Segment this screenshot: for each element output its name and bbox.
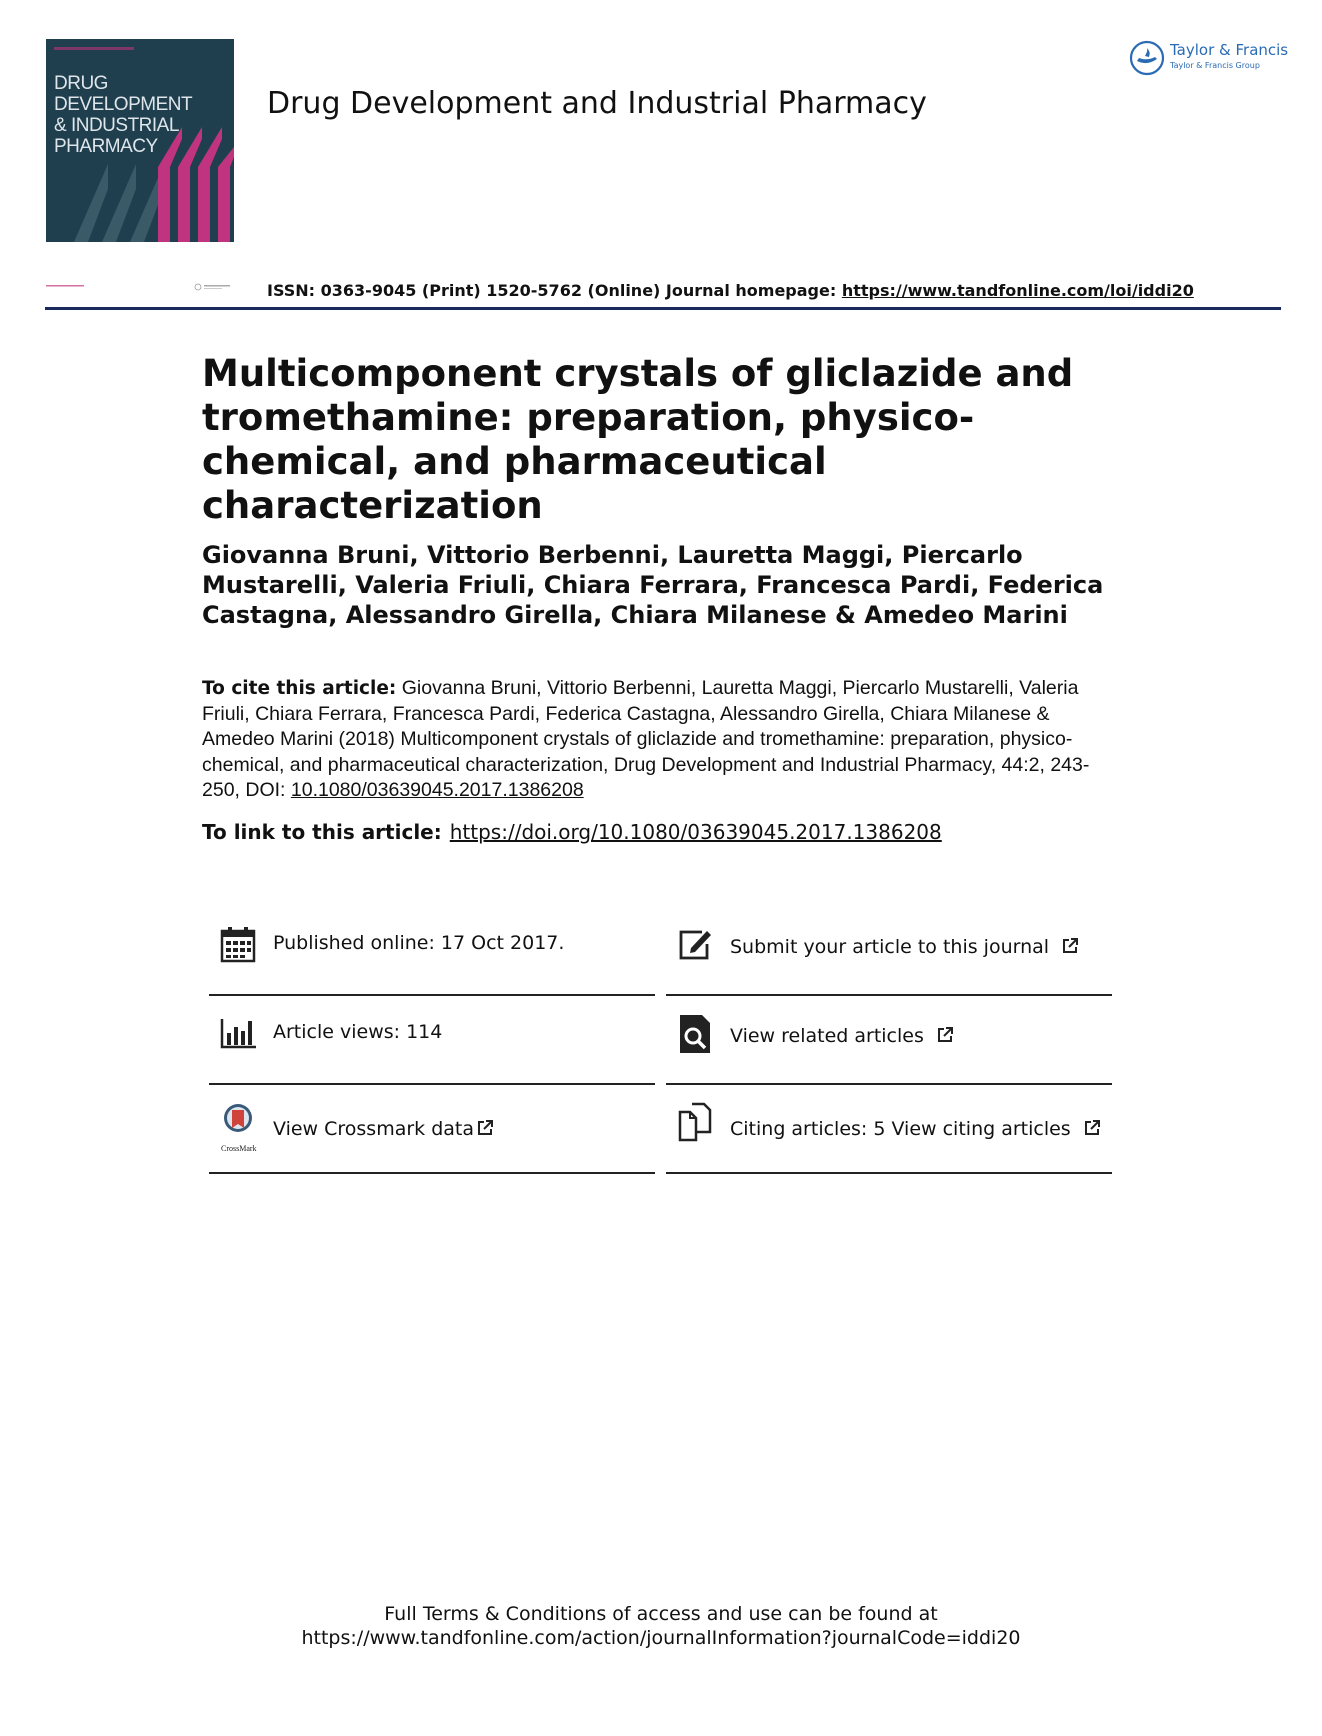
tiny-cover-caption bbox=[46, 284, 84, 290]
cover-title-line: & INDUSTRIAL bbox=[54, 115, 179, 136]
external-link-icon bbox=[476, 1119, 494, 1137]
tiny-publisher-logo bbox=[194, 283, 234, 293]
issn-line bbox=[267, 281, 1194, 300]
related-articles-cell[interactable] bbox=[666, 999, 1112, 1085]
article-views-label: Article views: 114 bbox=[273, 1021, 443, 1043]
journal-cover bbox=[46, 39, 234, 242]
copy-documents-icon bbox=[676, 1102, 714, 1142]
issn-text: ISSN: 0363-9045 (Print) 1520-5762 (Online) Journal homepage: bbox=[267, 281, 842, 300]
citation-doi-link[interactable]: 10.1080/03639045.2017.1386208 bbox=[290, 779, 584, 801]
bar-chart-icon bbox=[219, 1013, 257, 1053]
related-articles-label: View related articles bbox=[730, 1025, 924, 1047]
article-doi-url-link[interactable]: https://doi.org/10.1080/03639045.2017.1386208 bbox=[449, 820, 942, 844]
citation-block bbox=[202, 676, 1102, 804]
related-articles-link[interactable] bbox=[730, 1025, 954, 1047]
external-link-icon bbox=[1061, 937, 1079, 955]
crossmark-label: View Crossmark data bbox=[273, 1118, 475, 1140]
cell-divider bbox=[666, 1172, 1112, 1174]
publisher-name: Taylor & Francis bbox=[1170, 41, 1289, 59]
cover-title-line: DRUG DEVELOPMENT bbox=[54, 73, 193, 115]
footer-line: Full Terms & Conditions of access and use can be found at bbox=[384, 1603, 938, 1625]
terms-footer bbox=[0, 1602, 1322, 1650]
article-views-cell bbox=[209, 999, 655, 1085]
crossmark-link[interactable] bbox=[273, 1118, 494, 1140]
cell-divider bbox=[209, 994, 655, 996]
citing-articles-label: Citing articles: 5 View citing articles bbox=[730, 1118, 1071, 1140]
cell-divider bbox=[666, 994, 1112, 996]
header-rule bbox=[45, 307, 1281, 310]
journal-homepage-link[interactable]: https://www.tandfonline.com/loi/iddi20 bbox=[841, 281, 1194, 300]
submit-article-cell[interactable] bbox=[666, 910, 1112, 996]
article-link-line bbox=[202, 820, 942, 844]
article-link-label: To link to this article: bbox=[202, 820, 442, 844]
crossmark-cell[interactable] bbox=[209, 1088, 655, 1174]
cell-divider bbox=[209, 1172, 655, 1174]
citation-label: To cite this article: bbox=[202, 678, 397, 699]
citation-text: Giovanna Bruni, Vittorio Berbenni, Lauretta Maggi, Piercarlo Mustarelli, Valeria Friuli, Chiara Ferrara, Francesca Pardi, Federica Castagna, Alessandro Girella, Chiara Milanese & Amedeo Marini (2018) Multicomponent crystals of gliclazide and tromethamine: preparation, physico-chemical, and pharmaceutical characterization, Drug Development and Industrial Pharmacy, 44:2, 243-250, DOI: bbox=[202, 677, 1090, 801]
article-title: Multicomponent crystals of gliclazide and tromethamine: preparation, physico-chemical, and pharmaceutical characterization bbox=[202, 352, 1074, 527]
crossmark-icon bbox=[219, 1102, 257, 1142]
citing-articles-cell[interactable] bbox=[666, 1088, 1112, 1174]
journal-name[interactable]: Drug Development and Industrial Pharmacy bbox=[267, 86, 927, 121]
submit-article-link[interactable] bbox=[730, 936, 1079, 958]
calendar-icon bbox=[219, 924, 257, 964]
publisher-group: Taylor & Francis Group bbox=[1170, 61, 1260, 70]
edit-icon bbox=[676, 924, 714, 964]
cover-stripes-graphic bbox=[46, 39, 234, 242]
published-online-cell bbox=[209, 910, 655, 996]
document-search-icon bbox=[676, 1013, 714, 1053]
citing-articles-link[interactable] bbox=[730, 1118, 1101, 1140]
article-authors: Giovanna Bruni, Vittorio Berbenni, Lauretta Maggi, Piercarlo Mustarelli, Valeria Friuli, Chiara Ferrara, Francesca Pardi, Federica Castagna, Alessandro Girella, Chiara Milanese & Amedeo Marini bbox=[202, 541, 1104, 629]
published-online-label: Published online: 17 Oct 2017. bbox=[273, 932, 565, 954]
cell-divider bbox=[209, 1083, 655, 1085]
crossmark-caption: CrossMark bbox=[221, 1144, 257, 1153]
cell-divider bbox=[666, 1083, 1112, 1085]
external-link-icon bbox=[1083, 1119, 1101, 1137]
submit-article-label: Submit your article to this journal bbox=[730, 936, 1050, 958]
cover-title-line: PHARMACY bbox=[54, 136, 158, 157]
publisher-lamp-icon bbox=[1128, 39, 1166, 77]
external-link-icon bbox=[936, 1026, 954, 1044]
footer-terms-link[interactable]: https://www.tandfonline.com/action/journalInformation?journalCode=iddi20 bbox=[301, 1627, 1021, 1649]
publisher-logo[interactable] bbox=[1128, 39, 1288, 77]
